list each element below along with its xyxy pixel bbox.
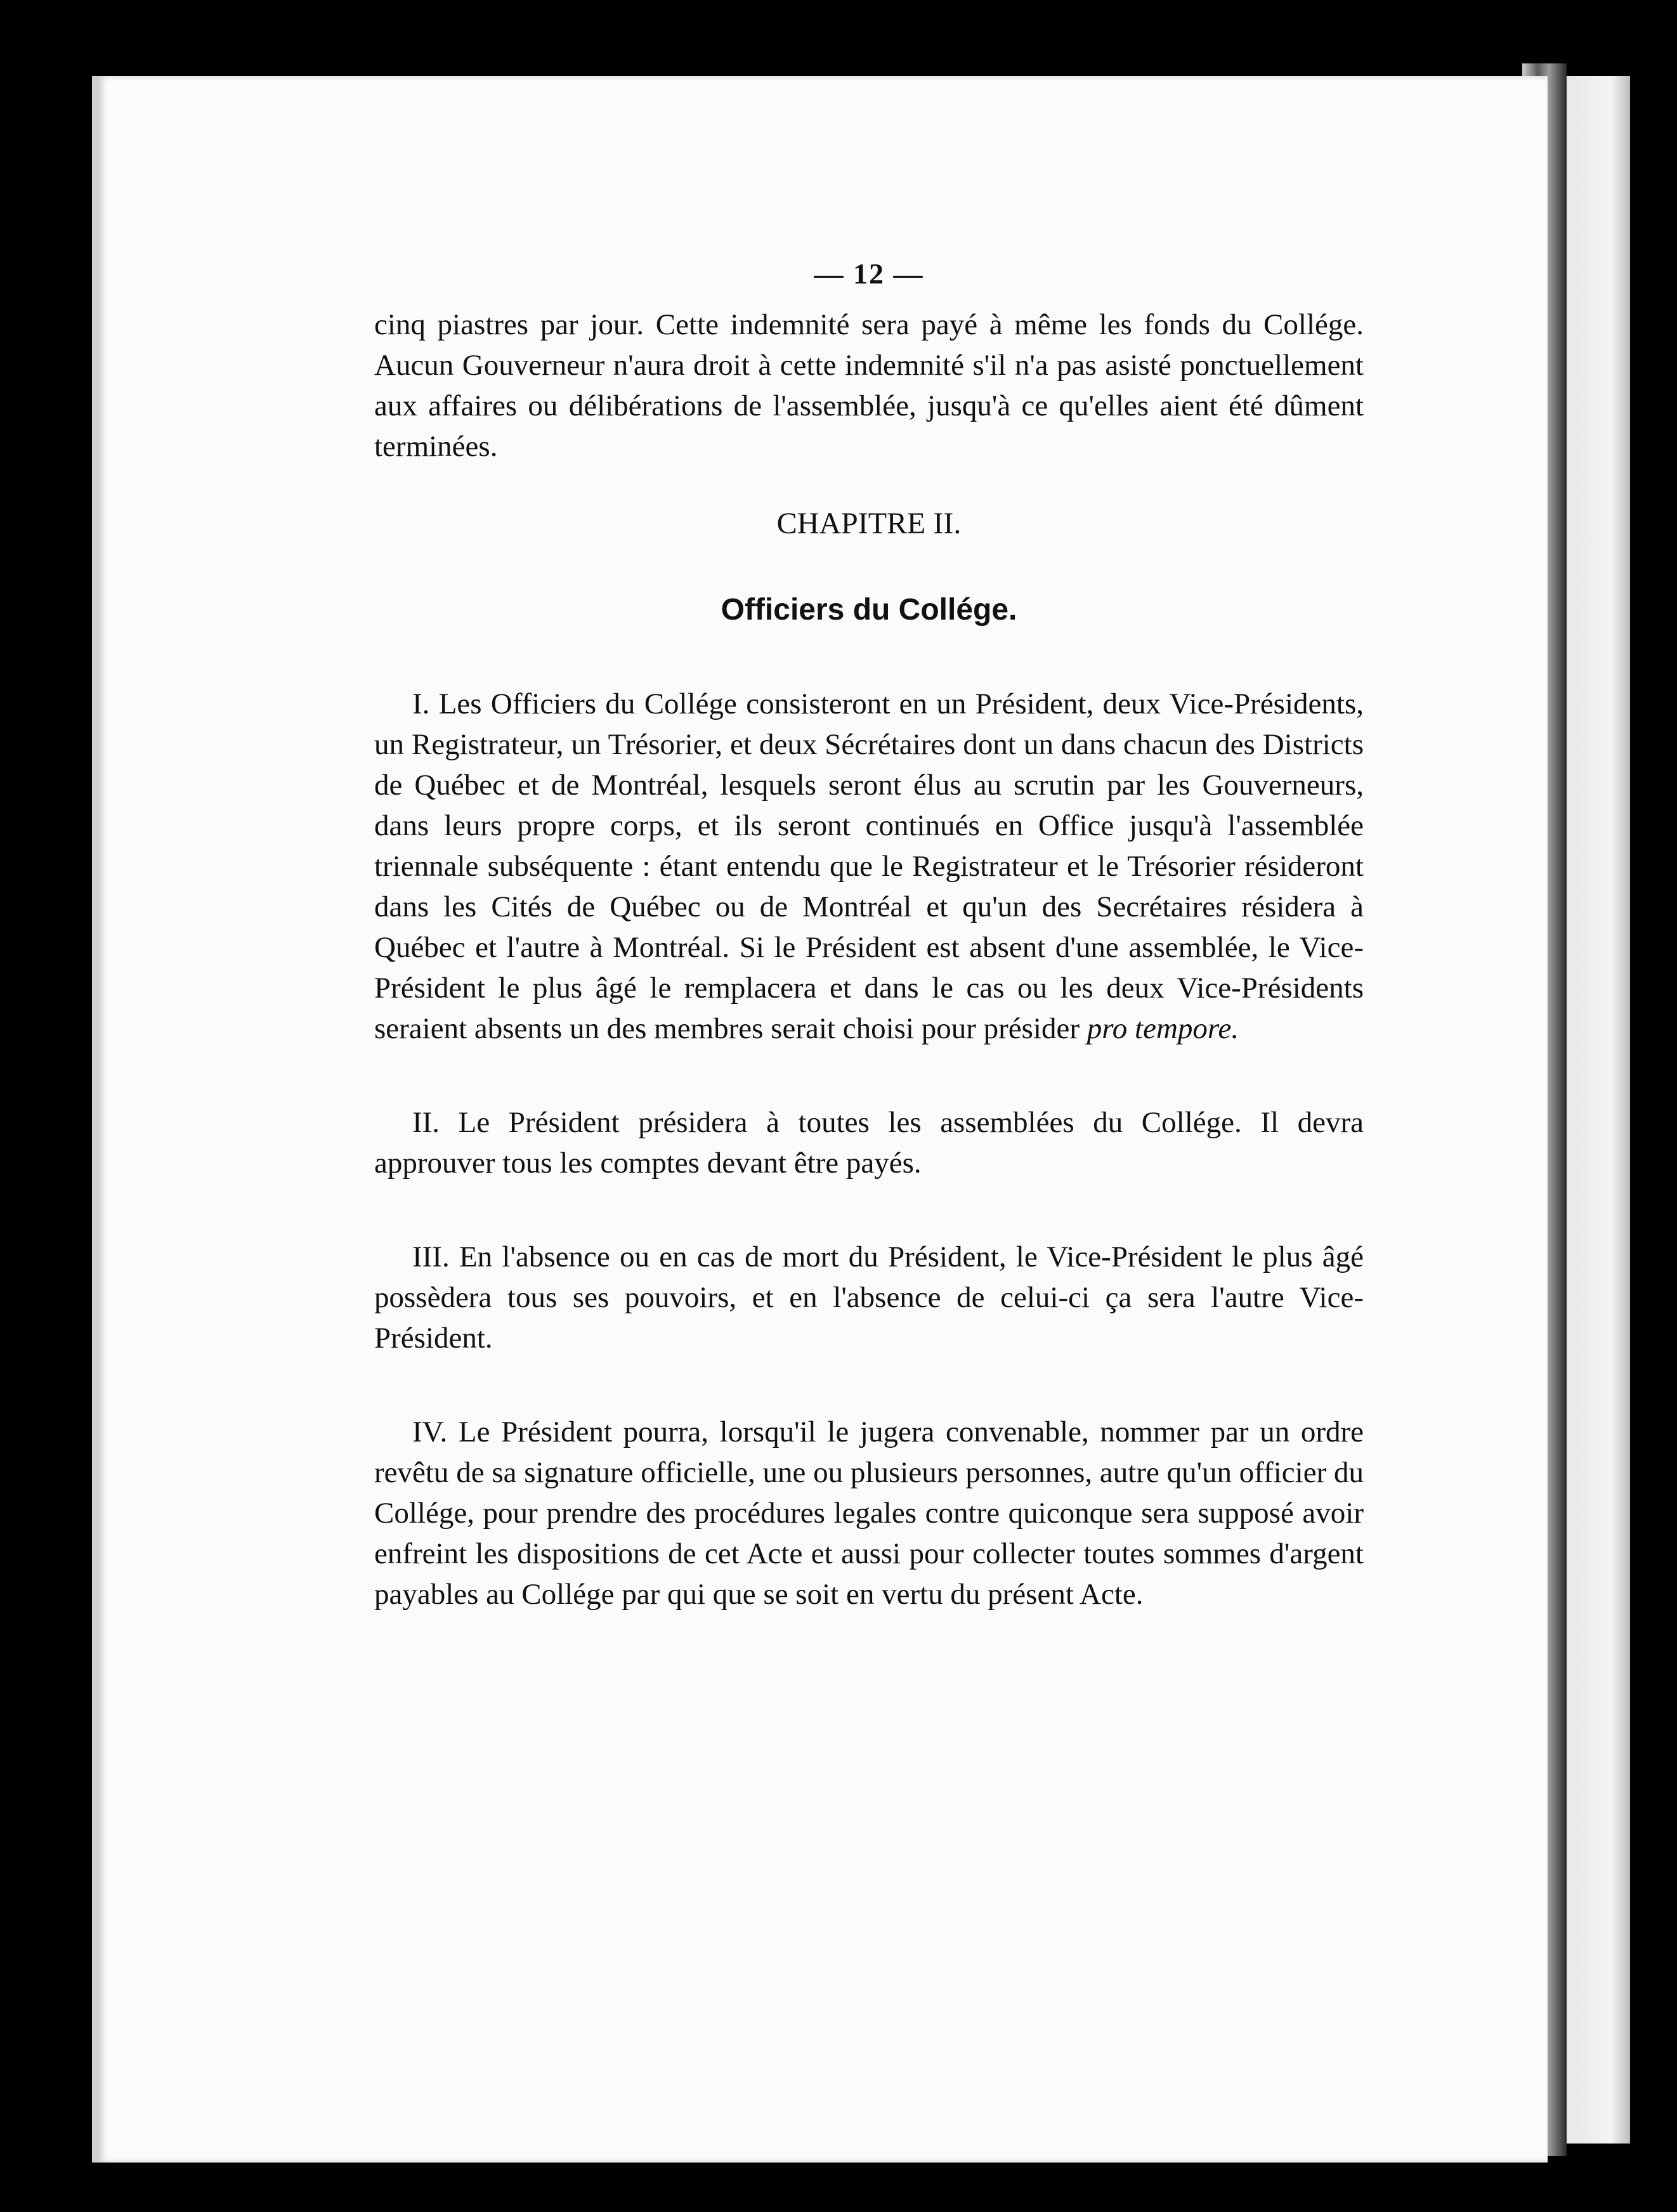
chapter-heading: CHAPITRE II. xyxy=(776,507,962,540)
continuation-paragraph: cinq piastres par jour. Cette indemnité sera payé à même les fonds du Collége. Aucun Gouverneur n'aura droit à cette indemnité s'il n'a pas asisté ponctuellement aux affaires ou délibérations de l'assemblée, jusqu'à ce qu'elles aient été dûment terminées. xyxy=(374,308,1364,463)
article-2: II. Le Président présidera à toutes les assemblées du Collége. Il devra approuver tous les comptes devant être payés. xyxy=(374,1106,1364,1180)
article-1-italic: pro tempore. xyxy=(1086,1012,1239,1045)
page-text xyxy=(374,254,1364,1615)
article-1 xyxy=(374,684,1364,1049)
facing-page-edge xyxy=(1567,76,1630,2144)
article-3: III. En l'absence ou en cas de mort du Président, le Vice-Président le plus âgé possèdera tous ses pouvoirs, et en l'absence de celui-ci ça sera l'autre Vice-Président. xyxy=(374,1240,1364,1355)
article-4: IV. Le Président pourra, lorsqu'il le jugera convenable, nommer par un ordre revêtu de sa signature officielle, une ou plusieurs personnes, autre qu'un officier du Collége, pour prendre des procédures legales contre quiconque sera supposé avoir enfreint les dispositions de cet Acte et aussi pour collecter toutes sommes d'argent payables au Collége par qui que se soit en vertu du présent Acte. xyxy=(374,1415,1364,1611)
section-title: Officiers du Collége. xyxy=(721,593,1017,627)
article-1-text: I. Les Officiers du Collége consisteront en un Président, deux Vice-Présidents, un Registrateur, un Trésorier, et deux Sécrétaires dont un dans chacun des Districts de Québec et de Montréal, lesquels seront élus au scrutin par les Gouverneurs, dans leurs propre corps, et ils seront continués en Office jusqu'à l'assemblée triennale subséquente : étant entendu que le Registrateur et le Trésorier résideront dans les Cités de Québec ou de Montréal et qu'un des Secrétaires résidera à Québec et l'autre à Montréal. Si le Président est absent d'une assemblée, le Vice-Président le plus âgé le remplacera et dans le cas ou les deux Vice-Présidents seraient absents un des membres serait choisi pour présider xyxy=(374,687,1364,1045)
page-number: — 12 — xyxy=(814,257,924,290)
